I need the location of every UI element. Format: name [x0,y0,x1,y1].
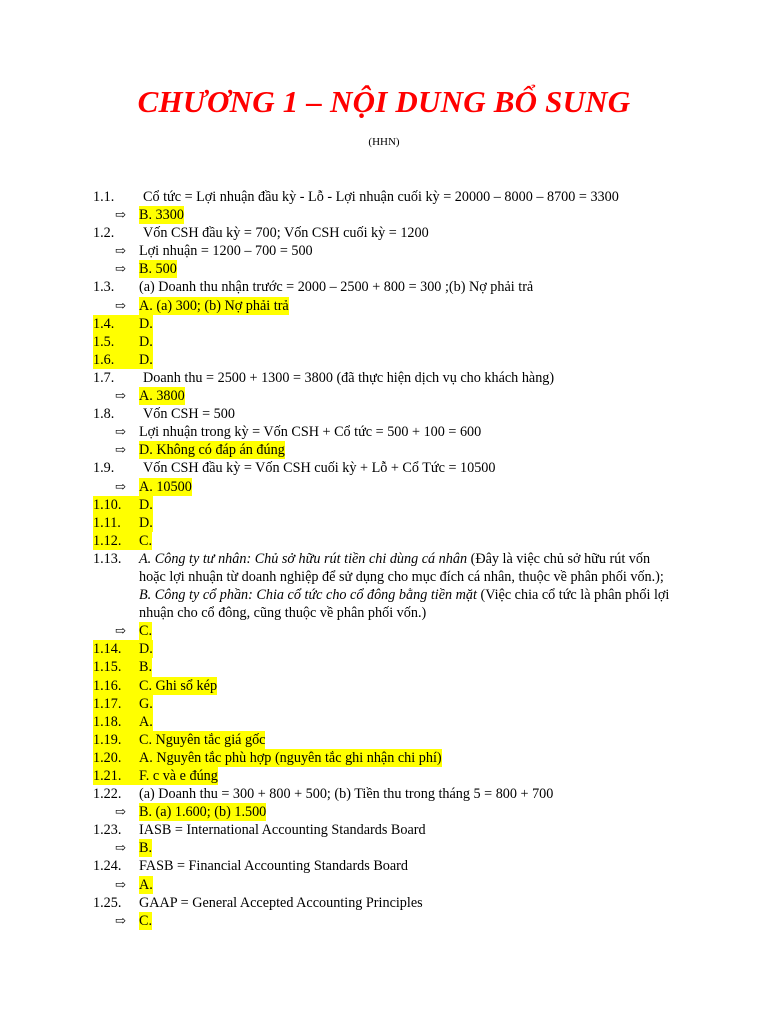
list-item [93,785,678,803]
document-title: CHƯƠNG 1 – NỘI DUNG BỔ SUNG [137,84,631,119]
item-text: D. [139,496,153,513]
item-text: D. [139,514,153,531]
item-number: 1.2. [93,225,115,242]
answer-list [93,188,678,930]
list-item [93,369,678,387]
item-text: Cổ tức = Lợi nhuận đầu kỳ - Lỗ - Lợi nhuận cuối kỳ = 20000 – 8000 – 8700 = 3300 [143,189,619,205]
answer-text: A. [139,876,153,893]
item-text: G. [139,695,153,712]
item-number: 1.17. [93,695,139,713]
list-item [93,315,678,333]
list-item [93,459,678,477]
list-item [93,894,678,912]
list-item [93,278,678,296]
arrow-icon: ⇨ [115,297,126,313]
item-italic-a: A. Công ty tư nhân: Chủ sở hữu rút tiền chi dùng cá nhân [139,550,468,567]
answer-text: A. 3800 [139,388,185,405]
arrow-icon: ⇨ [115,243,126,259]
item-number: 1.24. [93,858,122,875]
list-item [93,749,678,767]
item-text: IASB = International Accounting Standards Board [139,822,426,839]
answer-text: A. 10500 [139,478,192,495]
item-number: 1.19. [93,731,139,749]
item-number: 1.11. [93,514,139,532]
answer-line [93,622,678,640]
answer-text: A. (a) 300; (b) Nợ phải trả [139,297,289,314]
item-text [139,550,678,622]
arrow-icon: ⇨ [115,424,126,440]
arrow-icon: ⇨ [115,478,126,494]
answer-text: C. [139,912,153,929]
answer-line [93,441,678,459]
answer-line [93,912,678,930]
arrow-icon: ⇨ [115,388,126,404]
answer-text: D. Không có đáp án đúng [139,442,285,459]
item-text: C. Nguyên tắc giá gốc [139,731,266,748]
answer-line [93,839,678,857]
answer-text: B. [139,840,153,857]
step-text: Lợi nhuận = 1200 – 700 = 500 [139,243,313,260]
list-item [93,333,678,351]
answer-text: B. (a) 1.600; (b) 1.500 [139,804,267,821]
item-number: 1.9. [93,460,115,477]
item-text: F. c và e đúng [139,768,218,784]
item-text: D. [139,351,153,368]
list-item [93,731,678,749]
list-item [93,496,678,514]
arrow-icon: ⇨ [115,804,126,820]
list-item [93,821,678,839]
answer-line [93,297,678,315]
list-item [93,658,678,676]
answer-line [93,260,678,278]
list-item [93,767,678,785]
item-text: GAAP = General Accepted Accounting Principles [139,894,423,911]
item-note-a: (Đây là việc chủ sở hữu rút vốn hoặc lợi nhuận từ doanh nghiệp để sử dụng cho mục đích cá nhân, thuộc về phân phối vốn.); [139,550,664,585]
item-text: C. Ghi sổ kép [139,677,218,694]
item-number: 1.22. [93,786,122,803]
list-item [93,713,678,731]
list-item [93,405,678,423]
list-item [93,695,678,713]
answer-line [93,206,678,224]
step-text: Lợi nhuận trong kỳ = Vốn CSH + Cổ tức = 500 + 100 = 600 [139,424,482,441]
answer-text: C. [139,623,153,640]
item-number: 1.20. [93,749,139,767]
item-text: D. [139,315,153,332]
item-number: 1.4. [93,315,139,333]
list-item [93,640,678,658]
item-number: 1.8. [93,406,115,423]
list-item [93,514,678,532]
item-text: D. [139,641,153,658]
item-number: 1.5. [93,333,139,351]
arrow-icon: ⇨ [115,840,126,856]
item-text: A. [139,713,153,730]
list-item [93,857,678,875]
item-text: D. [139,333,153,350]
item-number: 1.16. [93,677,139,695]
item-number: 1.15. [93,658,139,676]
list-item [93,550,678,622]
arrow-icon: ⇨ [115,442,126,458]
item-italic-b: B. Công ty cổ phần: Chia cổ tức cho cổ đông bằng tiền mặt [139,587,477,604]
answer-line [93,478,678,496]
item-text: (a) Doanh thu = 300 + 800 + 500; (b) Tiền thu trong tháng 5 = 800 + 700 [139,786,554,803]
list-item [93,351,678,369]
arrow-icon: ⇨ [115,876,126,892]
item-text: Vốn CSH đầu kỳ = Vốn CSH cuối kỳ + Lỗ + Cổ Tức = 10500 [143,460,496,477]
answer-line [93,803,678,821]
item-number: 1.13. [93,550,122,567]
list-item [93,532,678,550]
item-number: 1.14. [93,640,139,658]
item-number: 1.6. [93,351,139,369]
item-number: 1.18. [93,713,139,731]
arrow-icon: ⇨ [115,261,126,277]
arrow-icon: ⇨ [115,623,126,639]
item-number: 1.21. [93,767,139,785]
answer-line [93,876,678,894]
item-text: Doanh thu = 2500 + 1300 = 3800 (đã thực hiện dịch vụ cho khách hàng) [143,369,555,386]
list-item [93,677,678,695]
item-number: 1.10. [93,496,139,514]
item-text: C. [139,532,153,549]
item-number: 1.7. [93,369,115,386]
item-text: Vốn CSH đầu kỳ = 700; Vốn CSH cuối kỳ = 1200 [143,225,429,242]
item-text: (a) Doanh thu nhận trước = 2000 – 2500 + 800 = 300 ;(b) Nợ phải trả [139,279,534,296]
step-line [93,423,678,441]
item-number: 1.12. [93,532,139,550]
document-subtitle: (HHN) [368,136,400,148]
arrow-icon: ⇨ [115,912,126,928]
item-text: A. Nguyên tắc phù hợp (nguyên tắc ghi nhận chi phí) [139,749,442,766]
item-number: 1.1. [93,189,115,205]
item-text: B. [139,659,153,676]
step-line [93,242,678,260]
item-text: FASB = Financial Accounting Standards Board [139,858,408,875]
list-item [93,188,678,206]
answer-line [93,387,678,405]
list-item [93,224,678,242]
answer-text: B. 500 [139,261,177,278]
item-number: 1.25. [93,894,122,911]
arrow-icon: ⇨ [115,207,126,223]
item-number: 1.23. [93,822,122,839]
answer-text: B. 3300 [139,207,184,224]
item-note-b: (Việc chia cổ tức là phân phối lợi nhuận cho cổ đông, cũng thuộc về phân phối vốn.) [139,587,670,622]
item-number: 1.3. [93,279,115,296]
item-text: Vốn CSH = 500 [143,406,235,423]
